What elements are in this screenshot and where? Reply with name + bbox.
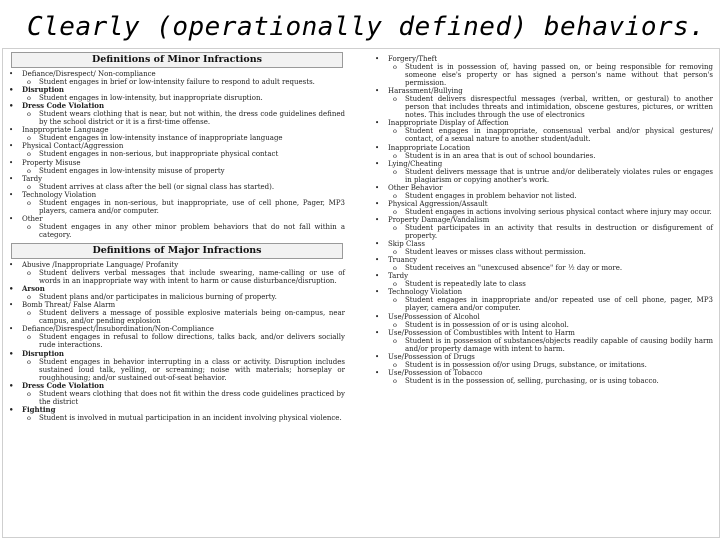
minor-definition: o Student engages in low-intensity misuse of property [9, 167, 345, 175]
major-definition: o Student is repeatedly late to class [375, 280, 713, 288]
major-term: • Skip Class [375, 240, 713, 248]
major-term: • Inappropriate Display of Affection [375, 119, 713, 127]
major-term: • Inappropriate Location [375, 144, 713, 152]
major-definition: o Student is in possession of substances/objects readily capable of causing bodily harm and/or property damage with intent to harm. [375, 337, 713, 353]
major-term: • Other Behavior [375, 184, 713, 192]
major-definition: o Student engages in refusal to follow directions, talks back, and/or delivers socially rude interactions. [9, 333, 345, 349]
major-term: • Physical Aggression/Assault [375, 200, 713, 208]
minor-term: • Inappropriate Language [9, 126, 345, 134]
major-definition: o Student delivers message that is untrue and/or deliberately violates rules or engages in plagiarism or copying another's work. [375, 168, 713, 184]
major-term: • Use/Possession of Alcohol [375, 313, 713, 321]
minor-definition: o Student engages in non-serious, but inappropriate, use of cell phone, Pager, MP3 players, camera and/or computer. [9, 199, 345, 215]
major-definition: o Student is in possession of or is using alcohol. [375, 321, 713, 329]
major-definition: o Student participates in an activity that results in destruction or disfigurement of property. [375, 224, 713, 240]
major-term: • Use/Possession of Drugs [375, 353, 713, 361]
major-definition: o Student engages in actions involving serious physical contact where injury may occur. [375, 208, 713, 216]
major-term: • Disruption [9, 350, 345, 358]
minor-term: • Tardy [9, 175, 345, 183]
slide-title: Clearly (operationally defined) behaviors. [27, 12, 706, 42]
major-definition: o Student engages in inappropriate and/or repeated use of cell phone, pager, MP3 player, camera and/or computer. [375, 296, 713, 312]
minor-term: • Disruption [9, 86, 345, 94]
minor-definition: o Student engages in brief or low-intensity failure to respond to adult requests. [9, 78, 345, 86]
minor-term: • Technology Violation [9, 191, 345, 199]
major-term: • Abusive /Inappropriate Language/ Profanity [9, 261, 345, 269]
minor-definition: o Student wears clothing that is near, but not within, the dress code guidelines defined by the school district or it is a first-time offense. [9, 110, 345, 126]
major-definition: o Student is in possession of/or using Drugs, substance, or imitations. [375, 361, 713, 369]
major-term: • Technology Violation [375, 288, 713, 296]
minor-definition: o Student engages in any other minor problem behaviors that do not fall within a category. [9, 223, 345, 239]
minor-infractions-heading: Definitions of Minor Infractions [11, 52, 343, 68]
major-definition: o Student is in the possession of, selling, purchasing, or is using tobacco. [375, 377, 713, 385]
major-term: • Dress Code Violation [9, 382, 345, 390]
left-column [9, 52, 345, 422]
minor-term: • Physical Contact/Aggression [9, 142, 345, 150]
major-term: • Use/Possession of Tobacco [375, 369, 713, 377]
major-definition: o Student engages in problem behavior not listed. [375, 192, 713, 200]
minor-definition: o Student arrives at class after the bell (or signal class has started). [9, 183, 345, 191]
major-term: • Defiance/Disrespect/Insubordination/Non-Compliance [9, 325, 345, 333]
major-term: • Use/Possession of Combustibles with Intent to Harm [375, 329, 713, 337]
major-definition: o Student leaves or misses class without permission. [375, 248, 713, 256]
major-term: • Tardy [375, 272, 713, 280]
major-term: • Lying/Cheating [375, 160, 713, 168]
major-definition: o Student delivers a message of possible explosive materials being on-campus, near campus, and/or pending explosion [9, 309, 345, 325]
minor-definition: o Student engages in low-intensity instance of inappropriate language [9, 134, 345, 142]
right-column [375, 55, 713, 385]
major-definition: o Student is in possession of, having passed on, or being responsible for removing someone else's property or has signed a person's name without that person's permission. [375, 63, 713, 87]
major-definition: o Student delivers verbal messages that include swearing, name-calling or use of words in an inappropriate way with intent to harm or cause disturbance/disruption. [9, 269, 345, 285]
major-term: • Property Damage/Vandalism [375, 216, 713, 224]
minor-term: • Property Misuse [9, 159, 345, 167]
major-definition: o Student plans and/or participates in malicious burning of property. [9, 293, 345, 301]
major-term: • Fighting [9, 406, 345, 414]
infraction-definitions-document [2, 48, 720, 538]
major-definition: o Student delivers disrespectful messages (verbal, written, or gestural) to another person that includes threats and intimidation, obscene gestures, pictures, or written notes. This includes through the use of electronics [375, 95, 713, 119]
minor-term: • Dress Code Violation [9, 102, 345, 110]
minor-term: • Defiance/Disrespect/ Non-compliance [9, 70, 345, 78]
major-term: • Arson [9, 285, 345, 293]
minor-definition: o Student engages in low-intensity, but inappropriate disruption. [9, 94, 345, 102]
major-definition: o Student wears clothing that does not fit within the dress code guidelines practiced by the district [9, 390, 345, 406]
major-definition: o Student engages in inappropriate, consensual verbal and/or physical gestures/ contact, of a sexual nature to another student/adult. [375, 127, 713, 143]
major-term: • Truancy [375, 256, 713, 264]
minor-definition: o Student engages in non-serious, but inappropriate physical contact [9, 150, 345, 158]
major-definition: o Student receives an "unexcused absence" for ½ day or more. [375, 264, 713, 272]
major-term: • Harassment/Bullying [375, 87, 713, 95]
major-term: • Bomb Threat/ False Alarm [9, 301, 345, 309]
major-definition: o Student is in an area that is out of school boundaries. [375, 152, 713, 160]
major-term: • Forgery/Theft [375, 55, 713, 63]
major-definition: o Student is involved in mutual participation in an incident involving physical violence. [9, 414, 345, 422]
minor-term: • Other [9, 215, 345, 223]
major-definition: o Student engages in behavior interrupting in a class or activity. Disruption includes sustained loud talk, yelling, or screaming; noise with materials; horseplay or roughhousing; and/or sustained out-of-seat behavior. [9, 358, 345, 382]
major-infractions-heading: Definitions of Major Infractions [11, 243, 343, 259]
